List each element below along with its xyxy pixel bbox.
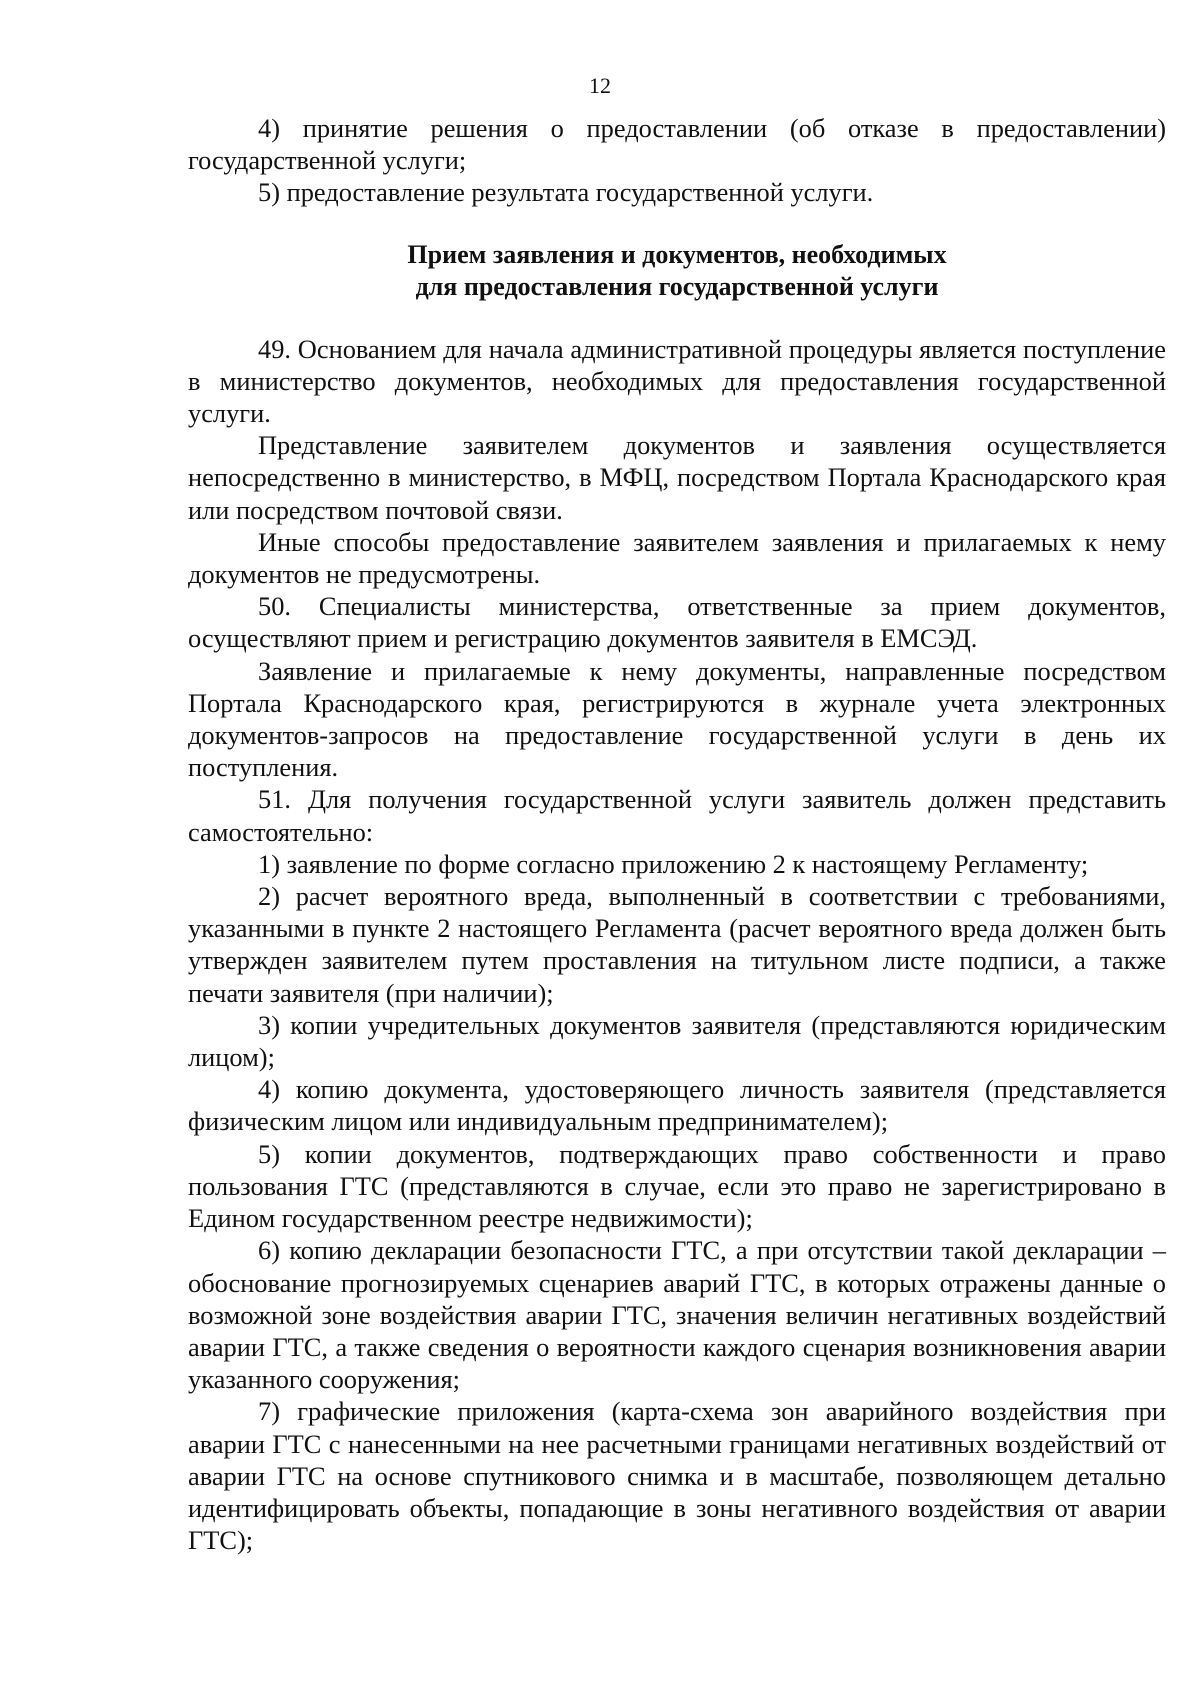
paragraph-portal-registration: Заявление и прилагаемые к нему документы, направленные посредством Портала Краснодарского края, регистрируются в журнале учета электронных документов-запросов на предоставление государственной услуги в день их поступления.	[188, 655, 1166, 783]
paragraph-other-methods: Иные способы предоставление заявителем заявления и прилагаемых к нему документов не предусмотрены.	[188, 526, 1166, 590]
document-body	[188, 112, 1166, 1556]
list-item-7: 7) графические приложения (карта-схема зон аварийного воздействия при аварии ГТС с нанесенными на нее расчетными границами негативных воздействий от аварии ГТС на основе спутникового снимка и в масштабе, позволяющем детально идентифицировать объекты, попадающие в зоны негативного воздействия от аварии ГТС);	[188, 1396, 1166, 1556]
list-item-5: 5) копии документов, подтверждающих право собственности и право пользования ГТС (представляются в случае, если это право не зарегистрировано в Едином государственном реестре недвижимости);	[188, 1138, 1166, 1234]
paragraph-51: 51. Для получения государственной услуги заявитель должен представить самостоятельно:	[188, 784, 1166, 847]
list-item-4: 4) копию документа, удостоверяющего личность заявителя (представляется физическим лицом или индивидуальным предпринимателем);	[188, 1074, 1166, 1137]
list-item-6: 6) копию декларации безопасности ГТС, а при отсутствии такой декларации – обоснование прогнозируемых сценариев аварий ГТС, в которых отражены данные о возможной зоне воздействия аварии ГТС, значения величин негативных воздействий аварии ГТС, а также сведения о вероятности каждого сценария возникновения аварии указанного сооружения;	[188, 1235, 1166, 1395]
intro-item-5: 5) предоставление результата государственной услуги.	[258, 177, 874, 208]
section-heading	[188, 239, 1166, 303]
list-item-2: 2) расчет вероятного вреда, выполненный в соответствии с требованиями, указанными в пункте 2 настоящего Регламента (расчет вероятного вреда должен быть утвержден заявителем путем проставления на титульном листе подписи, а также печати заявителя (при наличии);	[188, 881, 1166, 1008]
section-heading-line-1: Прием заявления и документов, необходимых	[407, 239, 947, 269]
section-heading-line-2: для предоставления государственной услуги	[415, 271, 939, 301]
paragraph-50: 50. Специалисты министерства, ответственные за прием документов, осуществляют прием и регистрацию документов заявителя в ЕМСЭД.	[188, 591, 1166, 654]
page-number: 12	[589, 73, 611, 98]
paragraph-submission-methods: Представление заявителем документов и заявления осуществляется непосредственно в министерство, в МФЦ, посредством Портала Краснодарского края или посредством почтовой связи.	[188, 430, 1166, 525]
list-item-1: 1) заявление по форме согласно приложению 2 к настоящему Регламенту;	[258, 848, 1089, 879]
list-item-3: 3) копии учредительных документов заявителя (представляются юридическим лицом);	[188, 1009, 1166, 1073]
intro-item-4: 4) принятие решения о предоставлении (об отказе в предоставлении) государственной услуги;	[188, 113, 1166, 176]
paragraph-49: 49. Основанием для начала административной процедуры является поступление в министерство документов, необходимых для предоставления государственной услуги.	[188, 333, 1166, 429]
